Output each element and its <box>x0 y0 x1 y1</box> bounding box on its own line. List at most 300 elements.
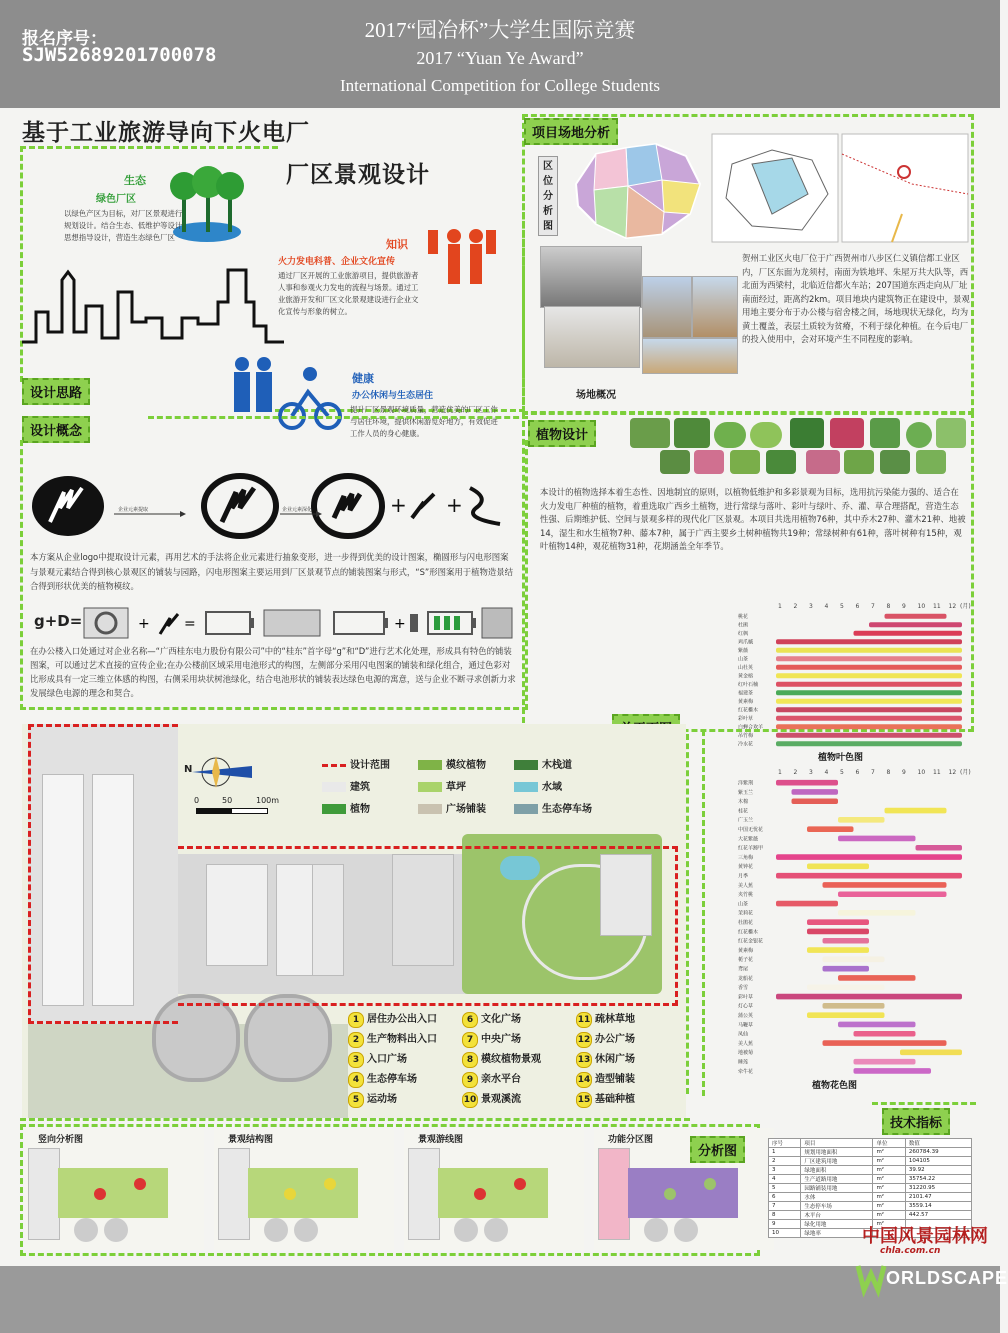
plant-name-label: 彩叶草 <box>738 715 754 722</box>
mini-map <box>214 1128 394 1250</box>
svg-text:+: + <box>138 616 150 632</box>
plan-key-number: 9 <box>462 1072 478 1088</box>
health-title: 健康 <box>352 372 374 385</box>
plant-name-label: 黄钟花 <box>738 864 754 871</box>
registration-label: 报名序号： <box>22 29 107 48</box>
plan-key-item <box>462 1030 521 1048</box>
plan-frame-bottom <box>20 1118 690 1121</box>
month-tick-label: 4 <box>824 769 829 776</box>
month-tick-label: 1 <box>778 603 782 610</box>
concept-frame-top <box>148 416 528 419</box>
plant-description: 本设计的植物选择本着生态性、因地制宜的原则，以植物低维护和多彩景观为目标，选用抗污染能力强的、适合在火力发电厂种植的植物，着重选取广西乡土植物，进行常绿与落叶、彩叶与绿叶、乔、灌、草合理搭配，营造生态性强、后期维护低、空间与景观多样的现代化厂区景观。本项目共选用植物76种，其中乔木27种、灌木21种、地被14，湿生和水生植物7种、藤本7种，属于广西主要乡土树种植物共19种；常绿树种有61种，落叶树种有15种，观叶植物14种，观花植物31种，花期涵盖全年季节。 <box>540 487 966 551</box>
plant-color-bar <box>869 622 962 627</box>
eco-text: 以绿色产区为目标，对厂区景观进行规划设计。结合生态、低维护等设计思想指导设计，营造生态绿色厂区 <box>64 209 183 242</box>
month-tick-label: 11 <box>933 603 941 610</box>
plan-key-item <box>348 1070 417 1088</box>
plant-name-label: 山茶 <box>738 901 749 908</box>
table-cell: 104105 <box>905 1157 971 1166</box>
month-tick-label: 6 <box>855 769 860 776</box>
legend-label: 广场铺装 <box>446 804 486 815</box>
analysis-mini-maps <box>24 1128 756 1252</box>
plan-key-number: 10 <box>462 1092 478 1108</box>
month-tick-label: 5 <box>840 603 844 610</box>
table-cell: 2 <box>769 1157 801 1166</box>
plan-legend-item <box>322 756 390 771</box>
table-cell: 39.92 <box>905 1166 971 1175</box>
table-cell: m² <box>873 1166 905 1175</box>
plan-legend-item <box>514 778 562 793</box>
site-photo-1 <box>540 246 642 308</box>
plan-key-label: 入口广场 <box>367 1054 407 1065</box>
table-header-cell: 数值 <box>905 1139 971 1148</box>
plant-color-bar <box>776 780 838 786</box>
plant-name-label: 红花金银花 <box>738 938 764 945</box>
table-cell: 厂区建筑用地 <box>801 1157 873 1166</box>
svg-text:+: + <box>394 616 406 632</box>
plan-key-label: 中央广场 <box>481 1034 521 1045</box>
concept-paragraph-2: 在办公楼入口处通过对企业名称—“广西桂东电力股份有限公司”中的“桂东”首字母“g”和“D”进行艺术化处理，形成具有特色的铺装图案，可以通过艺术直接的宣传企业;在办公楼前区域采用电池形式的构图，左侧部分采用闪电图案的铺装和绿化组合，通过色彩对比形成具有一定三维立体感的构图，右侧采用块状树池绿化，结合电池形状的铺装表达绿色电源的寓意，送与企业不断寻求创新力求发展绿色电源的理念和契合。 <box>30 646 516 698</box>
mini-map-title: 景观结构图 <box>228 1135 274 1145</box>
plan-key-label: 文化广场 <box>481 1014 521 1025</box>
plan-key-item <box>462 1070 521 1088</box>
arrow-label-1: 企业元素提取 <box>118 507 149 513</box>
plant-color-bar <box>838 891 947 897</box>
plant-name-label: 黄金榕 <box>738 673 754 680</box>
plan-legend-item <box>418 800 486 815</box>
plant-name-label: 洋紫荆 <box>738 780 754 787</box>
health-cyclist-icon <box>228 354 348 434</box>
plan-key-label: 基础种植 <box>595 1094 635 1105</box>
plan-key-label: 疏林草地 <box>595 1014 635 1025</box>
legend-label: 木栈道 <box>542 760 572 771</box>
plant-name-label: 月季 <box>738 873 749 880</box>
plant-color-bar <box>823 938 870 944</box>
plan-legend <box>322 756 612 816</box>
table-header-cell: 单位 <box>873 1139 905 1148</box>
plan-key-item <box>348 1010 437 1028</box>
legend-label: 植物 <box>350 804 370 815</box>
plant-color-bar <box>807 864 869 870</box>
month-unit-label: (月) <box>960 769 971 776</box>
svg-text:+: + <box>390 493 407 517</box>
plant-color-bar <box>823 957 885 963</box>
svg-text:=: = <box>184 616 196 632</box>
plan-key-item <box>462 1010 521 1028</box>
mini-map <box>404 1128 584 1250</box>
mini-map-title: 竖向分析图 <box>38 1135 84 1145</box>
plan-key-number: 7 <box>462 1032 478 1048</box>
tag-tech: 技术指标 <box>882 1108 950 1135</box>
plant-color-bar <box>776 665 962 670</box>
competition-title-en1: 2017 “Yuan Ye Award” <box>416 48 584 68</box>
leaf-color-chart <box>736 600 971 750</box>
knowledge-subtitle: 火力发电科普、企业文化宣传 <box>278 257 396 267</box>
plant-color-bar <box>807 947 869 953</box>
brand-cn: 中国风景园林网 <box>862 1226 988 1247</box>
site-photo-3 <box>642 276 692 338</box>
svg-text:+: + <box>446 493 463 517</box>
table-row <box>769 1184 972 1193</box>
plant-color-bar <box>823 966 870 972</box>
plant-name-label: 桂花 <box>738 808 749 815</box>
province-map <box>566 134 708 244</box>
table-cell: 5 <box>769 1184 801 1193</box>
plan-legend-item <box>418 756 486 771</box>
plant-name-label: 吊竹梅 <box>738 732 754 739</box>
leaf-chart-title: 植物叶色图 <box>818 753 864 763</box>
plan-key-item <box>576 1070 635 1088</box>
month-tick-label: 7 <box>871 603 875 610</box>
legend-swatch <box>514 804 538 814</box>
plant-name-label: 鸡爪槭 <box>738 639 754 646</box>
plant-name-label: 鸢尾 <box>738 966 749 973</box>
table-cell: 2101.47 <box>905 1193 971 1202</box>
plant-color-bar <box>823 1003 885 1009</box>
plan-legend-item <box>514 800 592 815</box>
table-row <box>769 1166 972 1175</box>
mini-map-title: 景观游线图 <box>418 1135 464 1145</box>
knowledge-people-icon <box>424 222 500 292</box>
table-cell: 绿化用地 <box>801 1220 873 1229</box>
plan-key-label: 亲水平台 <box>481 1074 521 1085</box>
plan-key-item <box>576 1050 635 1068</box>
plan-key-number: 14 <box>576 1072 592 1088</box>
plant-name-label: 山杜英 <box>738 664 754 671</box>
table-cell: 生态停车场 <box>801 1202 873 1211</box>
plant-color-bar <box>807 984 885 990</box>
competition-header <box>0 0 1000 108</box>
competition-title-cn: 2017“园冶杯”大学生国际竞赛 <box>364 18 636 42</box>
legend-label: 设计范围 <box>350 760 390 771</box>
plant-name-label: 龙船花 <box>738 975 754 982</box>
plant-color-bar <box>823 882 947 888</box>
plan-key-item <box>462 1050 541 1068</box>
mini-map <box>24 1128 204 1250</box>
month-tick-label: 10 <box>917 769 926 776</box>
plan-key-list <box>348 1010 668 1110</box>
table-cell: m² <box>873 1220 905 1229</box>
plan-legend-item <box>514 756 572 771</box>
plan-key-label: 居住办公出入口 <box>367 1014 437 1025</box>
plan-key-item <box>576 1030 635 1048</box>
plant-name-label: 红花檵木 <box>738 929 759 936</box>
plant-name-label: 地被菊 <box>738 1050 754 1057</box>
mini-map <box>594 1128 774 1250</box>
plant-name-label: 杜鹃 <box>738 622 749 629</box>
flower-color-chart <box>736 766 971 1076</box>
plant-name-label: 福建茶 <box>738 690 754 697</box>
plant-color-bar <box>807 929 869 935</box>
tag-plant-design: 植物设计 <box>528 420 596 447</box>
plant-name-label: 黄素梅 <box>738 947 754 954</box>
north-label: N <box>184 764 193 775</box>
legend-swatch <box>514 760 538 770</box>
table-row <box>769 1148 972 1157</box>
plant-color-bar <box>776 699 962 704</box>
worldscape-logo-w-icon <box>856 1262 886 1294</box>
plan-key-label: 造型铺装 <box>595 1074 635 1085</box>
table-cell: m² <box>873 1175 905 1184</box>
knowledge-text: 通过厂区开展的工业旅游项目，提供旅游者人事和参观火力发电的流程与场景。通过工业旅游开发和厂区文化景观建设进行企业文化宣传与形象的树立。 <box>278 271 419 316</box>
plan-key-number: 1 <box>348 1012 364 1028</box>
plant-color-bar <box>776 873 962 879</box>
table-header-cell: 项目 <box>801 1139 873 1148</box>
month-tick-label: 9 <box>902 769 906 776</box>
plant-name-label: 桃花 <box>738 613 749 620</box>
plant-name-label: 紫薇 <box>738 647 749 654</box>
scale-100: 100m <box>256 796 280 805</box>
site-photo-2 <box>544 306 640 368</box>
legend-label: 草坪 <box>446 782 466 793</box>
scale-0: 0 <box>194 796 200 805</box>
concept-paragraph-1: 本方案从企业logo中提取设计元素，再用艺术的手法将企业元素进行抽象变形，进一步得到优美的设计图案，椭圆形与闪电形图案与景观元素结合得到核心景观区的铺装与园路，闪电形图案主要运用到厂区景观节点的铺装图案与形式，“S”形图案用于植物造景结合得到形状优美的植物模纹。 <box>30 552 513 591</box>
brand-url: chla.com.cn <box>880 1246 941 1256</box>
month-tick-label: 8 <box>886 603 891 610</box>
plant-color-bar <box>776 716 962 721</box>
legend-label: 建筑 <box>350 782 370 793</box>
plant-name-label: 凤仙 <box>738 1031 749 1038</box>
table-cell: 4 <box>769 1175 801 1184</box>
month-tick-label: 3 <box>809 769 813 776</box>
plan-key-number: 5 <box>348 1092 364 1108</box>
plant-color-bar <box>854 631 963 636</box>
plant-name-label: 彩叶草 <box>738 994 754 1001</box>
table-row <box>769 1211 972 1220</box>
plan-key-label: 生产物料出入口 <box>367 1034 437 1045</box>
legend-swatch <box>322 804 346 814</box>
month-tick-label: 12 <box>948 769 957 776</box>
site-description: 贺州工业区火电厂位于广西贺州市八步区仁义镇信都工业区内，厂区东面为龙须村，南面为铁地坪、朱屋万共大队等，西北面为西梁村，北临近信都火车站；207国道东西走向从厂址南面经过，距离约2km。项目地块内建筑物正在建设中，景观用地主要分布于办公楼与宿舍楼之间，场地现状无绿化，均为黄土覆盖，表层土质较为贫瘠，不利于绿化种植。在今后电厂的投入使用中，会对环境产生不同程度的影响。 <box>742 253 970 344</box>
plant-name-label: 木棉 <box>738 799 749 806</box>
table-cell: 6 <box>769 1193 801 1202</box>
site-photo-4 <box>692 276 738 338</box>
plan-legend-item <box>418 778 466 793</box>
plant-color-bar <box>854 1031 916 1037</box>
eco-title: 生态 <box>124 174 146 187</box>
plant-color-bar <box>900 1050 962 1056</box>
competition-title-en2: International Competition for College Students <box>339 76 661 95</box>
legend-swatch <box>418 804 442 814</box>
month-tick-label: 2 <box>793 603 798 610</box>
plant-color-bar <box>854 1068 932 1074</box>
plant-name-label: 山茶 <box>738 656 749 663</box>
plan-key-item <box>576 1010 635 1028</box>
table-cell: 3 <box>769 1166 801 1175</box>
plant-name-label: 栀子花 <box>738 957 754 964</box>
month-tick-label: 8 <box>886 769 891 776</box>
scale-50: 50 <box>222 796 233 805</box>
legend-swatch <box>418 782 442 792</box>
formula-label: g+D= <box>34 612 83 630</box>
plan-key-number: 3 <box>348 1052 364 1068</box>
plan-key-item <box>348 1090 397 1108</box>
project-title-line1: 基于工业旅游导向下火电厂 <box>22 119 310 146</box>
arrow-label-2: 企业元素深化 <box>282 507 313 513</box>
plant-color-bar <box>776 648 962 653</box>
plant-color-bar <box>776 724 962 729</box>
plan-key-number: 13 <box>576 1052 592 1068</box>
table-cell: 生产道路用地 <box>801 1175 873 1184</box>
plant-color-bar <box>776 901 838 907</box>
site-photo-5 <box>642 338 738 374</box>
plant-name-label: 白蝉合欢羊 <box>738 724 764 731</box>
plant-name-label: 蒲公英 <box>738 1013 754 1020</box>
plan-key-label: 生态停车场 <box>367 1074 417 1085</box>
footer-bar <box>0 1266 1000 1333</box>
plan-key-label: 模纹植物景观 <box>481 1054 541 1065</box>
plant-color-bar <box>776 639 962 644</box>
table-cell: 10 <box>769 1229 801 1238</box>
table-row <box>769 1202 972 1211</box>
plant-color-bar <box>776 656 962 661</box>
plan-key-item <box>576 1090 635 1108</box>
plant-name-label: 中国无忧花 <box>738 827 764 834</box>
plant-color-bar <box>854 1059 916 1065</box>
plant-color-bar <box>807 826 854 832</box>
plant-name-label: 红叶石楠 <box>738 681 759 688</box>
plan-key-number: 8 <box>462 1052 478 1068</box>
table-cell: m² <box>873 1184 905 1193</box>
plant-name-label: 睡莲 <box>738 1059 749 1066</box>
table-header-row <box>769 1139 972 1148</box>
plant-color-bar <box>807 919 869 925</box>
logo-evolution-diagram <box>30 468 520 544</box>
city-map <box>712 134 838 242</box>
table-header-cell: 序号 <box>769 1139 801 1148</box>
plant-color-bar <box>776 690 962 695</box>
plan-key-number: 2 <box>348 1032 364 1048</box>
plant-name-label: 美人蕉 <box>738 1040 754 1047</box>
month-tick-label: 10 <box>917 603 926 610</box>
plant-photos <box>630 418 966 476</box>
mini-map-title: 功能分区图 <box>608 1135 654 1145</box>
table-cell: m² <box>873 1211 905 1220</box>
plant-color-bar <box>776 673 962 678</box>
plant-name-label: 夹竹桃 <box>738 892 754 899</box>
month-tick-label: 6 <box>855 603 860 610</box>
plant-name-label: 茉莉花 <box>738 910 754 917</box>
plant-name-label: 红花檵木 <box>738 707 759 714</box>
month-tick-label: 5 <box>840 769 844 776</box>
plan-legend-item <box>322 778 370 793</box>
plant-color-bar <box>807 1012 885 1018</box>
table-cell: 绿地面积 <box>801 1166 873 1175</box>
table-cell: 31220.95 <box>905 1184 971 1193</box>
month-tick-label: 2 <box>793 769 798 776</box>
registration-number: SJW52689201700078 <box>22 44 217 66</box>
table-cell: 442.57 <box>905 1211 971 1220</box>
site-location-map <box>842 134 968 242</box>
plan-key-item <box>348 1050 407 1068</box>
plan-key-item <box>348 1030 437 1048</box>
plant-color-bar <box>823 1040 947 1046</box>
plant-name-label: 三角梅 <box>738 854 754 861</box>
site-overview-label: 场地概况 <box>576 390 616 401</box>
region-analysis-label: 区位分析图 <box>538 156 558 236</box>
legend-swatch <box>418 760 442 770</box>
health-text: 提升厂区景观环境质量，营造优美的厂区工作与居住环境，提供休闲游览好地方，有效促进工作人员的身心健康。 <box>350 405 498 438</box>
plant-color-bar <box>776 994 962 1000</box>
legend-label: 水域 <box>542 782 562 793</box>
table-cell: m² <box>873 1148 905 1157</box>
plant-color-bar <box>776 854 962 860</box>
month-tick-label: 3 <box>809 603 813 610</box>
plant-color-bar <box>792 789 839 795</box>
table-cell: 木平台 <box>801 1211 873 1220</box>
plant-color-bar <box>838 836 916 842</box>
month-unit-label: (月) <box>960 603 971 610</box>
table-row <box>769 1175 972 1184</box>
scale-bar <box>196 808 268 814</box>
plant-color-bar <box>885 808 947 814</box>
plant-name-label: 灯心草 <box>738 1003 754 1010</box>
table-row <box>769 1157 972 1166</box>
table-cell: 规划用地面积 <box>801 1148 873 1157</box>
plant-name-label: 杜鹃花 <box>738 920 754 927</box>
plan-legend-item <box>322 800 370 815</box>
tag-site-analysis: 项目场地分析 <box>524 118 618 145</box>
plan-key-number: 12 <box>576 1032 592 1048</box>
plant-name-label: 大花紫薇 <box>738 836 759 843</box>
table-cell: m² <box>873 1202 905 1211</box>
plant-name-label: 牵牛花 <box>738 1068 754 1075</box>
table-cell: 园路铺装用地 <box>801 1184 873 1193</box>
table-cell: 绿地率 <box>801 1229 873 1238</box>
month-tick-label: 12 <box>948 603 957 610</box>
plant-name-label: 黄素梅 <box>738 698 754 705</box>
legend-label: 生态停车场 <box>542 804 592 815</box>
tag-design-concept: 设计概念 <box>22 416 90 443</box>
health-subtitle: 办公休闲与生态居住 <box>352 391 434 401</box>
city-skyline-icon <box>22 262 284 348</box>
plan-key-label: 景观溪流 <box>481 1094 521 1105</box>
plant-name-label: 紫玉兰 <box>738 789 754 796</box>
table-cell: m² <box>873 1157 905 1166</box>
plant-color-bar <box>838 817 885 823</box>
plant-color-bar <box>838 910 916 916</box>
table-row <box>769 1193 972 1202</box>
plan-key-number: 11 <box>576 1012 592 1028</box>
brand-en: ORLDSCAPE <box>886 1268 1008 1288</box>
month-tick-label: 11 <box>933 769 941 776</box>
legend-swatch <box>322 782 346 792</box>
plant-color-bar <box>776 707 962 712</box>
legend-swatch <box>514 782 538 792</box>
knowledge-title: 知识 <box>386 238 408 251</box>
tag-design-idea: 设计思路 <box>22 378 90 405</box>
table-cell: 35754.22 <box>905 1175 971 1184</box>
eco-subtitle: 绿色厂区 <box>96 194 136 205</box>
plant-name-label: 马鞭草 <box>738 1022 754 1029</box>
plan-key-number: 6 <box>462 1012 478 1028</box>
project-title-line2: 厂区景观设计 <box>286 161 430 188</box>
plan-key-item <box>462 1090 521 1108</box>
plan-key-number: 4 <box>348 1072 364 1088</box>
plant-name-label: 广玉兰 <box>738 817 754 824</box>
paving-pattern-strip <box>84 606 514 640</box>
plant-color-bar <box>792 798 839 804</box>
plant-name-label: 美人蕉 <box>738 882 754 889</box>
month-tick-label: 7 <box>871 769 875 776</box>
table-cell: 260784.39 <box>905 1148 971 1157</box>
plan-key-label: 运动场 <box>367 1094 397 1105</box>
plant-name-label: 香雪 <box>738 985 749 992</box>
plan-key-label: 办公广场 <box>595 1034 635 1045</box>
month-tick-label: 4 <box>824 603 829 610</box>
table-cell: 9 <box>769 1220 801 1229</box>
plan-key-number: 15 <box>576 1092 592 1108</box>
plant-name-label: 红枫 <box>738 630 749 637</box>
